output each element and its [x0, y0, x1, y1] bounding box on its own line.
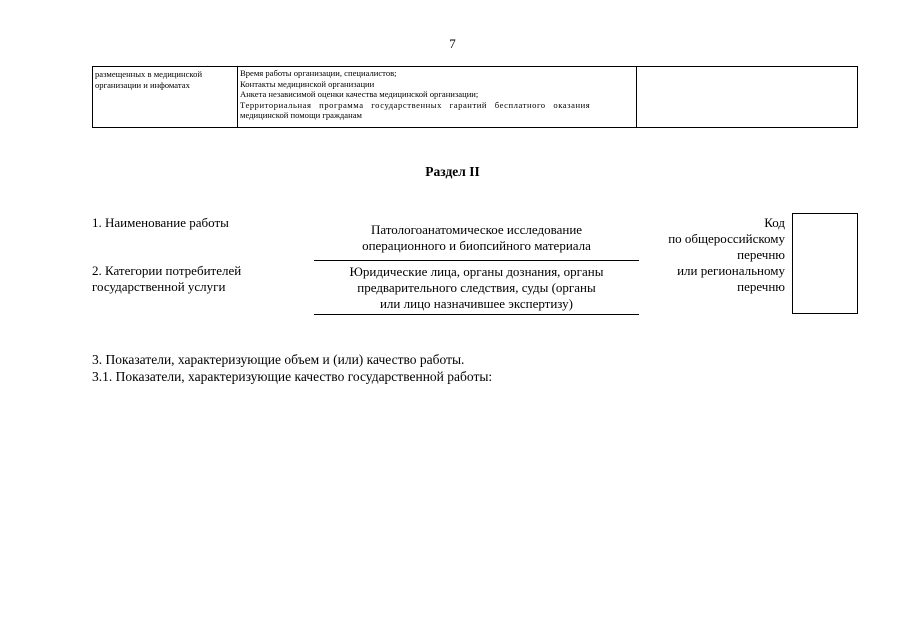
section-title: Раздел II	[425, 164, 480, 179]
place-line: организации и инфоматах	[95, 79, 190, 90]
consumers-label-line: 2. Категории потребителей	[92, 263, 242, 278]
content-line: медицинской помощи гражданам	[240, 110, 362, 121]
consumers-underline	[314, 314, 639, 315]
quality-indicators-heading: 3.1. Показатели, характеризующие качество государственной работы:	[92, 369, 493, 384]
work-name-line: операционного и биопсийного материала	[362, 238, 591, 253]
consumers-line: или лицо назначившее экспертизу)	[379, 296, 574, 311]
consumers-line: предварительного следствия, суды (органы	[357, 280, 596, 295]
content-line: Анкета независимой оценки качества медицинской организации;	[240, 89, 479, 100]
code-label	[645, 215, 785, 295]
code-label-line: перечню	[737, 279, 785, 294]
consumers-label-line: государственной услуги	[92, 279, 226, 294]
page-number: 7	[449, 36, 456, 51]
work-name-value	[314, 222, 639, 254]
info-table	[92, 66, 858, 128]
work-name-underline	[314, 260, 639, 261]
work-name-line: Патологоанатомическое исследование	[370, 222, 583, 237]
consumers-line: Юридические лица, органы дознания, органы	[349, 264, 604, 279]
consumers-label	[92, 263, 241, 295]
content-line: Время работы организации, специалистов;	[240, 68, 397, 78]
code-label-line: или региональному	[677, 263, 785, 278]
indicators-heading: 3. Показатели, характеризующие объем и (или) качество работы.	[92, 352, 465, 367]
info-table-empty-cell	[637, 67, 857, 127]
code-label-line: перечню	[737, 247, 785, 262]
content-line: Территориальная программа государственных гарантий бесплатного оказания	[240, 99, 591, 110]
info-table-content-cell	[238, 67, 637, 127]
info-table-place-cell	[93, 67, 238, 127]
code-label-line: Код	[764, 215, 785, 230]
code-label-line: по общероссийскому	[668, 231, 785, 246]
code-box	[792, 213, 858, 314]
consumers-value	[314, 264, 639, 312]
work-name-label: 1. Наименование работы	[92, 215, 229, 230]
content-line: Контакты медицинской организации	[240, 78, 375, 89]
place-line: размещенных в медицинской	[95, 69, 203, 79]
